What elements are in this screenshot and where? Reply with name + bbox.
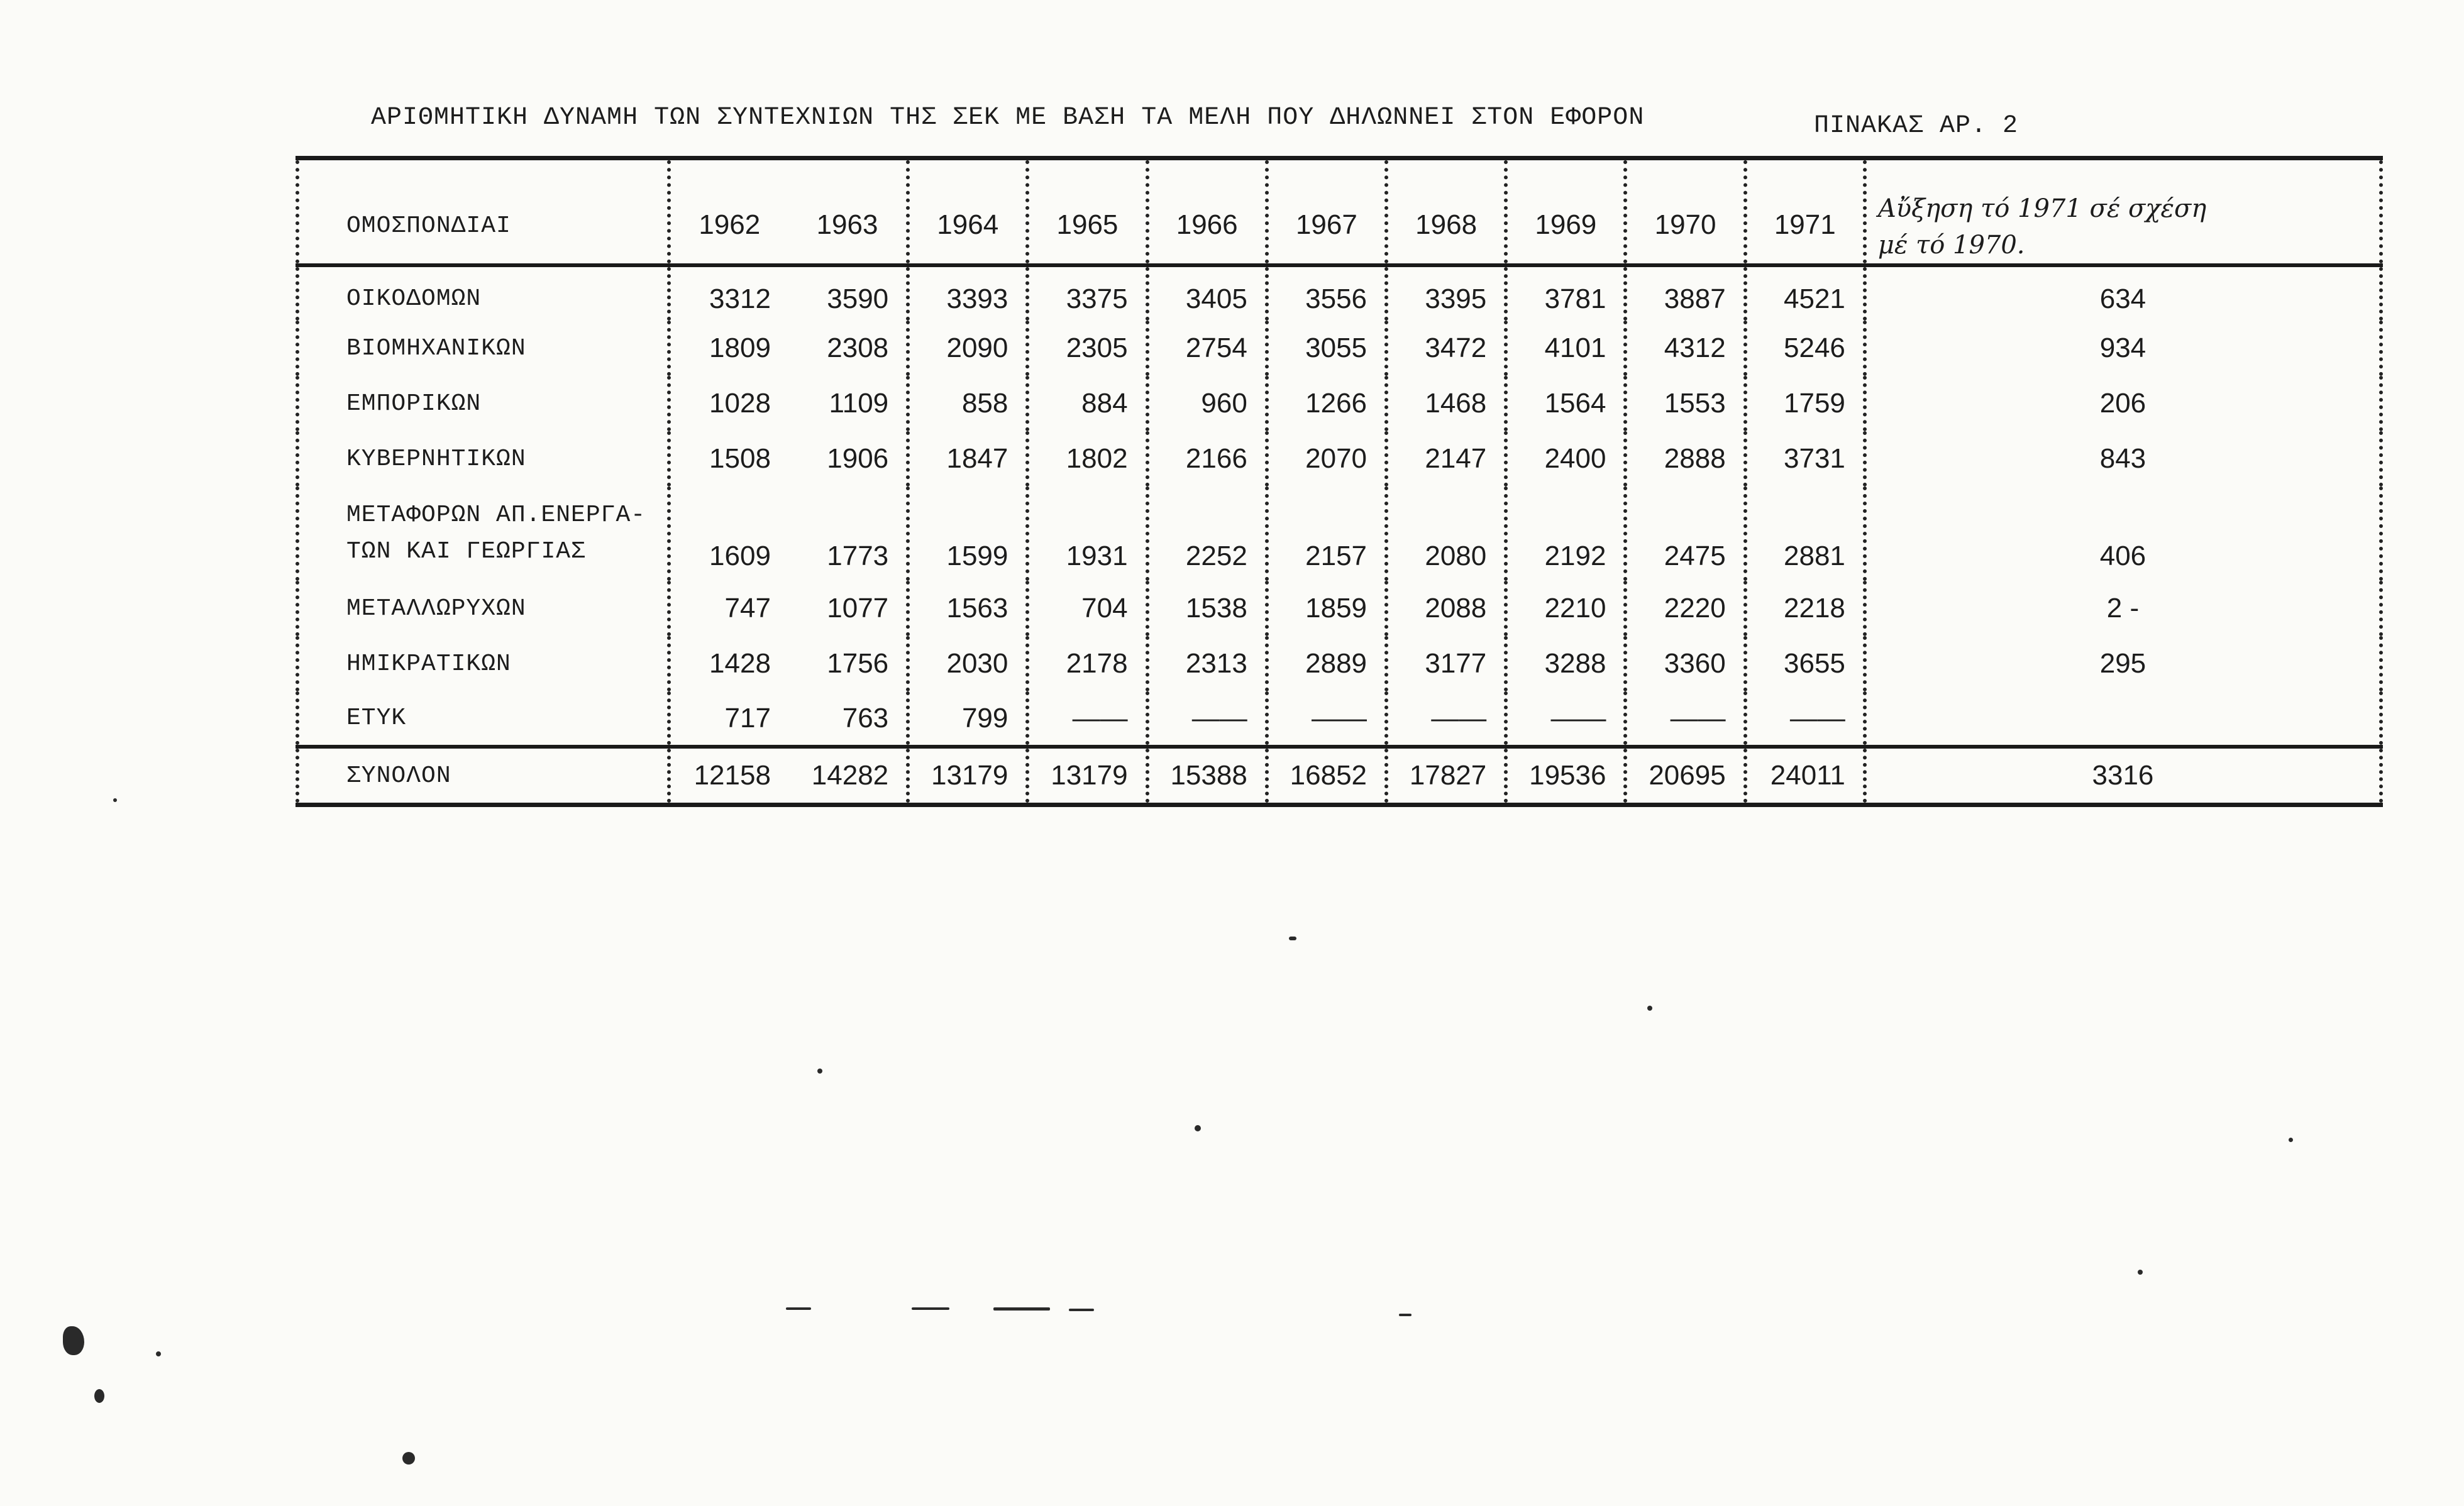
scan-speck bbox=[1647, 1006, 1652, 1011]
cell-value: 2305 bbox=[1027, 321, 1147, 376]
cell-value: 3360 bbox=[1625, 636, 1745, 691]
header-year: 1965 bbox=[1027, 158, 1147, 266]
row-name: ΜΕΤΑΛΛΩΡΥΧΩΝ bbox=[297, 581, 669, 636]
row-name bbox=[297, 486, 669, 581]
cell-value: 2754 bbox=[1147, 321, 1267, 376]
cell-value: 2313 bbox=[1147, 636, 1267, 691]
cell-value: —— bbox=[1625, 691, 1745, 747]
total-value: 15388 bbox=[1147, 747, 1267, 805]
scan-speck bbox=[786, 1307, 811, 1310]
cell-value: 1599 bbox=[908, 486, 1027, 581]
cell-increase bbox=[1865, 691, 2381, 747]
document-title: ΑΡΙΘΜΗΤΙΚΗ ΔΥΝΑΜΗ ΤΩΝ ΣΥΝΤΕΧΝΙΩΝ ΤΗΣ ΣΕΚ ΜΕ ΒΑΣΗ ΤΑ ΜΕΛΗ ΠΟΥ ΔΗΛΩΝΝΕΙ ΣΤΟΝ ΕΦΟΡΟΝ bbox=[371, 104, 1645, 132]
table-reference: ΠΙΝΑΚΑΣ ΑΡ. 2 bbox=[1814, 112, 2019, 140]
row-name: ΗΜΙΚΡΑΤΙΚΩΝ bbox=[297, 636, 669, 691]
cell-value: 2475 bbox=[1625, 486, 1745, 581]
cell-value: 3556 bbox=[1267, 265, 1386, 321]
header-year: 1962 bbox=[669, 158, 788, 266]
total-value: 20695 bbox=[1625, 747, 1745, 805]
cell-value: 3288 bbox=[1506, 636, 1625, 691]
cell-value: 2220 bbox=[1625, 581, 1745, 636]
cell-value: 2252 bbox=[1147, 486, 1267, 581]
cell-value: 2178 bbox=[1027, 636, 1147, 691]
cell-value: 2088 bbox=[1386, 581, 1506, 636]
table-row bbox=[297, 321, 2381, 376]
cell-value: 1859 bbox=[1267, 581, 1386, 636]
header-year: 1968 bbox=[1386, 158, 1506, 266]
header-year: 1966 bbox=[1147, 158, 1267, 266]
cell-value: —— bbox=[1027, 691, 1147, 747]
cell-value: 1564 bbox=[1506, 376, 1625, 431]
cell-value: 1756 bbox=[827, 648, 889, 679]
cell-value: 717 bbox=[669, 691, 788, 747]
cell-value: 2881 bbox=[1745, 486, 1865, 581]
cell-increase: 406 bbox=[1865, 486, 2381, 581]
scan-speck bbox=[402, 1452, 415, 1465]
cell-value: 1553 bbox=[1625, 376, 1745, 431]
scan-speck bbox=[1289, 937, 1296, 940]
row-name: ΕΤΥΚ bbox=[297, 691, 669, 747]
header-year: 1969 bbox=[1506, 158, 1625, 266]
cell-value: 1508 bbox=[669, 431, 788, 486]
header-increase bbox=[1865, 158, 2381, 266]
cell-value: 763 bbox=[842, 702, 889, 734]
cell-value: —— bbox=[1745, 691, 1865, 747]
cell-value: 2157 bbox=[1267, 486, 1386, 581]
total-value: 12158 bbox=[669, 747, 788, 805]
cell-value: 1266 bbox=[1267, 376, 1386, 431]
total-value: 14282 bbox=[788, 747, 908, 805]
header-increase-line1: Αὔξηση τό 1971 σέ σχέση bbox=[1877, 194, 2207, 223]
cell-value: 2166 bbox=[1147, 431, 1267, 486]
cell-value: 858 bbox=[908, 376, 1027, 431]
row-name-line2: ΤΩΝ ΚΑΙ ΓΕΩΡΓΙΑΣ bbox=[346, 538, 586, 565]
total-increase: 3316 bbox=[1865, 747, 2381, 805]
cell-value: 960 bbox=[1147, 376, 1267, 431]
cell-value: 1906 bbox=[827, 443, 889, 474]
cell-value: 3375 bbox=[1027, 265, 1147, 321]
cell-value: —— bbox=[1147, 691, 1267, 747]
total-value: 13179 bbox=[908, 747, 1027, 805]
cell-increase: 843 bbox=[1865, 431, 2381, 486]
cell-increase: 295 bbox=[1865, 636, 2381, 691]
cell-value: 4101 bbox=[1506, 321, 1625, 376]
cell-value: —— bbox=[1386, 691, 1506, 747]
header-year: 1971 bbox=[1745, 158, 1865, 266]
header-year: 1963 bbox=[788, 158, 908, 266]
cell-value: 3472 bbox=[1386, 321, 1506, 376]
scan-speck bbox=[2138, 1270, 2143, 1275]
cell-value: 1802 bbox=[1027, 431, 1147, 486]
row-name: ΒΙΟΜΗΧΑΝΙΚΩΝ bbox=[297, 321, 669, 376]
cell-value: 1468 bbox=[1386, 376, 1506, 431]
cell-value: 2888 bbox=[1625, 431, 1745, 486]
total-label: ΣΥΝΟΛΟΝ bbox=[297, 747, 669, 805]
cell-value: 2080 bbox=[1386, 486, 1506, 581]
table-row bbox=[297, 431, 2381, 486]
scan-speck bbox=[1069, 1309, 1094, 1311]
cell-value: 3312 bbox=[669, 265, 788, 321]
cell-value: —— bbox=[1267, 691, 1386, 747]
cell-value: 747 bbox=[669, 581, 788, 636]
table-row bbox=[297, 581, 2381, 636]
table-row bbox=[297, 691, 2381, 747]
cell-value: 2308 bbox=[827, 333, 889, 363]
cell-value: 884 bbox=[1027, 376, 1147, 431]
cell-value: 4521 bbox=[1745, 265, 1865, 321]
total-value: 16852 bbox=[1267, 747, 1386, 805]
cell-value: 3590 bbox=[827, 283, 889, 314]
row-name: ΟΙΚΟΔΟΜΩΝ bbox=[297, 265, 669, 321]
cell-value: 1809 bbox=[669, 321, 788, 376]
header-federations: ΟΜΟΣΠΟΝΔΙΑΙ bbox=[297, 158, 669, 266]
scan-speck bbox=[2289, 1138, 2293, 1142]
cell-value: 799 bbox=[908, 691, 1027, 747]
cell-value: 2400 bbox=[1506, 431, 1625, 486]
cell-value: —— bbox=[1506, 691, 1625, 747]
scan-speck bbox=[94, 1389, 104, 1403]
scan-speck bbox=[993, 1307, 1050, 1311]
scan-speck bbox=[1399, 1314, 1412, 1316]
cell-value: 704 bbox=[1027, 581, 1147, 636]
cell-increase: 206 bbox=[1865, 376, 2381, 431]
total-value: 24011 bbox=[1745, 747, 1865, 805]
cell-value: 1759 bbox=[1745, 376, 1865, 431]
scan-speck bbox=[113, 798, 117, 802]
cell-value: 2218 bbox=[1745, 581, 1865, 636]
cell-value: 3781 bbox=[1506, 265, 1625, 321]
table-row bbox=[297, 376, 2381, 431]
header-year: 1970 bbox=[1625, 158, 1745, 266]
total-value: 19536 bbox=[1506, 747, 1625, 805]
cell-value: 3393 bbox=[908, 265, 1027, 321]
total-value: 13179 bbox=[1027, 747, 1147, 805]
membership-table bbox=[296, 156, 2383, 807]
cell-value: 5246 bbox=[1745, 321, 1865, 376]
cell-value: 3405 bbox=[1147, 265, 1267, 321]
cell-value: 3177 bbox=[1386, 636, 1506, 691]
scan-speck bbox=[817, 1069, 822, 1074]
table-row bbox=[297, 636, 2381, 691]
cell-value: 3655 bbox=[1745, 636, 1865, 691]
scan-speck bbox=[1195, 1125, 1201, 1131]
header-row bbox=[297, 158, 2381, 266]
header-year: 1967 bbox=[1267, 158, 1386, 266]
scan-speck bbox=[912, 1307, 949, 1310]
header-increase-line2: μέ τό 1970. bbox=[1877, 231, 2025, 260]
cell-value: 1077 bbox=[827, 593, 889, 624]
table-row bbox=[297, 486, 2381, 581]
cell-value: 1931 bbox=[1027, 486, 1147, 581]
cell-value: 2090 bbox=[908, 321, 1027, 376]
scan-speck bbox=[63, 1326, 84, 1355]
cell-value: 2070 bbox=[1267, 431, 1386, 486]
total-row bbox=[297, 747, 2381, 805]
cell-value: 1609 bbox=[669, 486, 788, 581]
cell-value: 1563 bbox=[908, 581, 1027, 636]
cell-value: 3055 bbox=[1267, 321, 1386, 376]
cell-increase: 934 bbox=[1865, 321, 2381, 376]
cell-value: 3731 bbox=[1745, 431, 1865, 486]
cell-value: 4312 bbox=[1625, 321, 1745, 376]
cell-value: 1428 bbox=[669, 636, 788, 691]
cell-value: 3395 bbox=[1386, 265, 1506, 321]
total-value: 17827 bbox=[1386, 747, 1506, 805]
cell-value: 1109 bbox=[829, 388, 889, 419]
cell-value: 1847 bbox=[908, 431, 1027, 486]
scan-speck bbox=[156, 1351, 161, 1356]
cell-value: 2889 bbox=[1267, 636, 1386, 691]
cell-increase: 2 - bbox=[1865, 581, 2381, 636]
header-year: 1964 bbox=[908, 158, 1027, 266]
cell-value: 2147 bbox=[1386, 431, 1506, 486]
cell-value: 1538 bbox=[1147, 581, 1267, 636]
row-name: ΚΥΒΕΡΝΗΤΙΚΩΝ bbox=[297, 431, 669, 486]
cell-value: 1028 bbox=[669, 376, 788, 431]
cell-value: 1773 bbox=[827, 541, 889, 571]
cell-value: 2210 bbox=[1506, 581, 1625, 636]
table-row bbox=[297, 265, 2381, 321]
cell-value: 3887 bbox=[1625, 265, 1745, 321]
cell-increase: 634 bbox=[1865, 265, 2381, 321]
row-name-line1: ΜΕΤΑΦΟΡΩΝ ΑΠ.ΕΝΕΡΓΑ- bbox=[346, 502, 646, 529]
row-name: ΕΜΠΟΡΙΚΩΝ bbox=[297, 376, 669, 431]
cell-value: 2192 bbox=[1506, 486, 1625, 581]
cell-value: 2030 bbox=[908, 636, 1027, 691]
